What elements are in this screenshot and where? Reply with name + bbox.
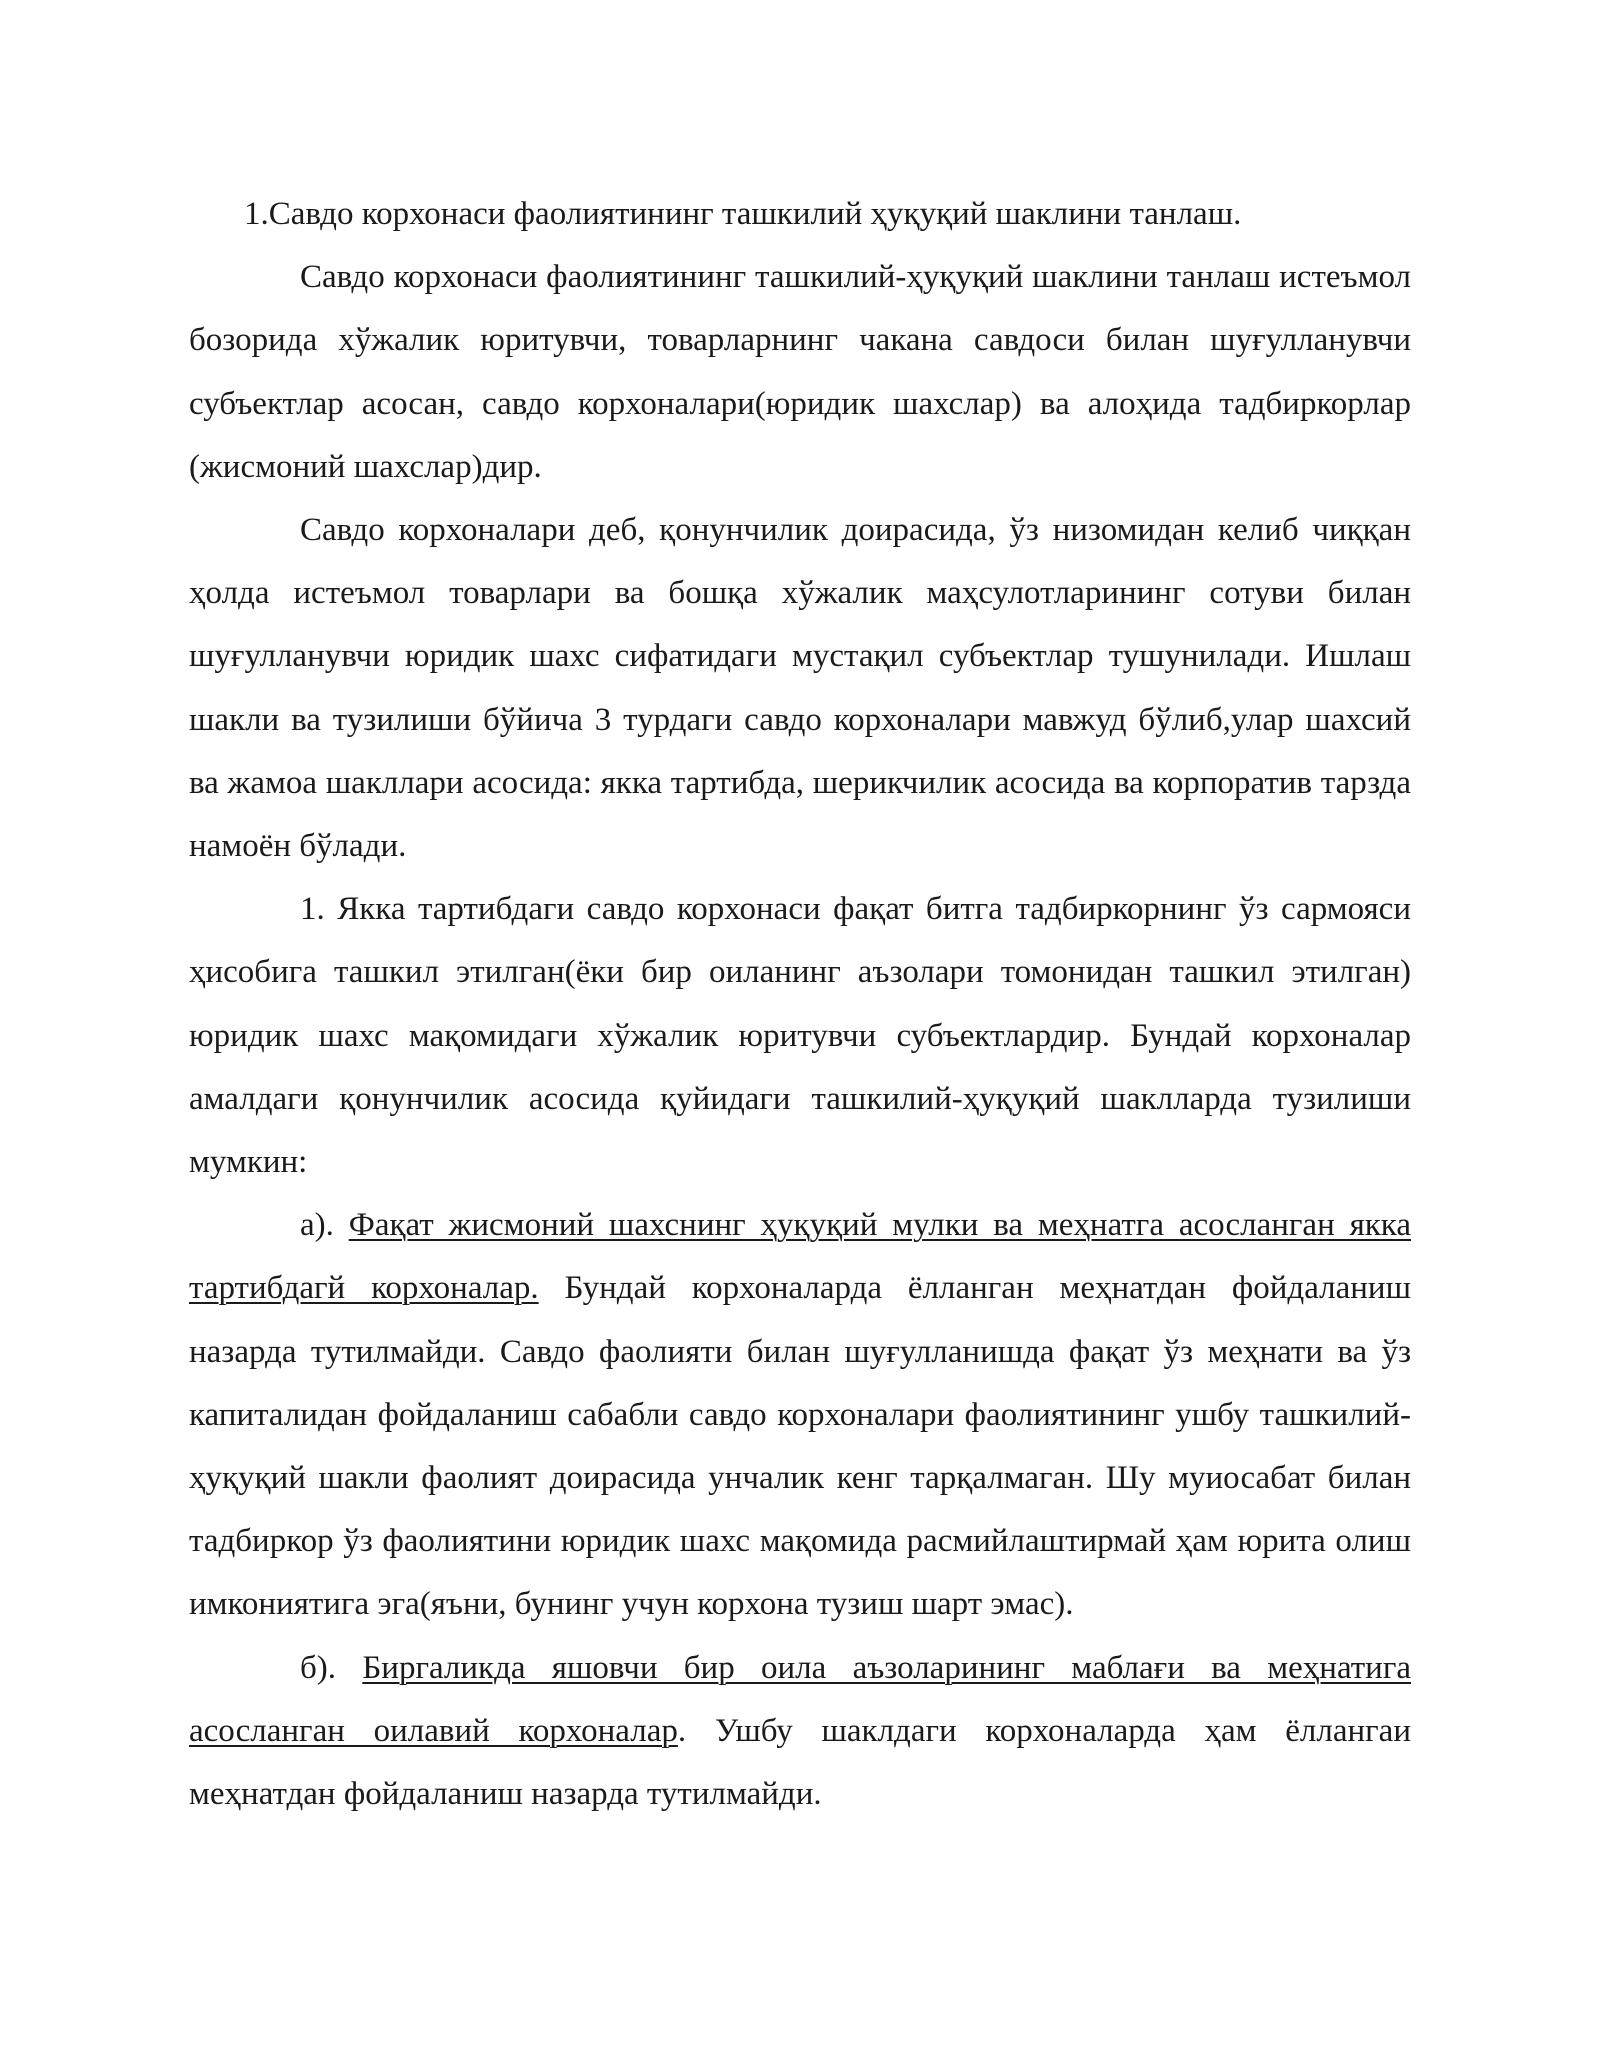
item-a-text: Бундай корхоналарда ёлланган меҳнатдан фойдаланиш назарда тутилмайди. Савдо фаолияти билан шуғулланишда фақат ўз меҳнати ва ўз капиталидан фойдаланиш сабабли савдо корхоналари фаолиятининг ушбу ташкилий-ҳуқуқий шакли фаолият доирасида унчалик кенг тарқалмаган. Шу муиосабат билан тадбиркор ўз фаолиятини юридик шахс мақомида расмийлаштирмай ҳам юрита олиш имкониятига эга(яъни, бунинг учун корхона тузиш шарт эмас). (189, 1270, 1411, 1623)
item-b-text: . Ушбу шаклдаги корхоналарда ҳам ёллангаи меҳнатдан фойдаланиш назарда тутилмайди. (189, 1712, 1411, 1813)
document-body (189, 183, 1411, 1826)
item-a-underlined-title: Фақат жисмоний шахснинг ҳуқуқий мулки ва меҳнатга асосланган якка тартибдагй корхоналар. (189, 1207, 1411, 1307)
section-heading: 1.Савдо корхонаси фаолиятининг ташкилий ҳуқуқий шаклини танлаш. (244, 196, 1242, 232)
item-b-marker: б). (300, 1649, 363, 1686)
paragraph-intro: Савдо корхонаси фаолиятининг ташкилий-ҳуқуқий шаклини танлаш истеъмол бозорида хўжалик юритувчи, товарларнинг чакана савдоси билан шуғулланувчи субъектлар асосан, савдо корхоналари(юридик шахслар) ва алоҳида тадбиркорлар (жисмоний шахслар)дир. (189, 259, 1411, 485)
paragraph-definition: Савдо корхоналари деб, қонунчилик доирасида, ўз низомидан келиб чиққан ҳолда истеъмол товарлари ва бошқа хўжалик маҳсулотларининг сотуви билан шуғулланувчи юридик шахс сифатидаги мустақил субъектлар тушунилади. Ишлаш шакли ва тузилиши бўйича 3 турдаги савдо корхоналари мавжуд бўлиб,улар шахсий ва жамоа шакллари асосида: якка тартибда, шерикчилик асосида ва корпоратив тарзда намоён бўлади. (189, 512, 1411, 865)
paragraph-individual-enterprise: 1. Якка тартибдаги савдо корхонаси фақат битга тадбиркорнинг ўз сармояси ҳисобига ташкил этилган(ёки бир оиланинг аъзолари томонидан ташкил этилган) юридик шахс мақомидаги хўжалик юритувчи субъектлардир. Бундай корхоналар амалдаги қонунчилик асосида қуйидаги ташкилий-ҳуқуқий шаклларда тузилиши мумкин: (189, 891, 1411, 1181)
paragraph-item-a (189, 1194, 1411, 1636)
item-b-underlined-title: Биргаликда яшовчи бир оила аъзоларининг маблағи ва меҳнатига асосланган оилавий корхоналар (189, 1649, 1411, 1749)
item-a-marker: а). (300, 1207, 349, 1244)
paragraph-item-b (189, 1637, 1411, 1827)
